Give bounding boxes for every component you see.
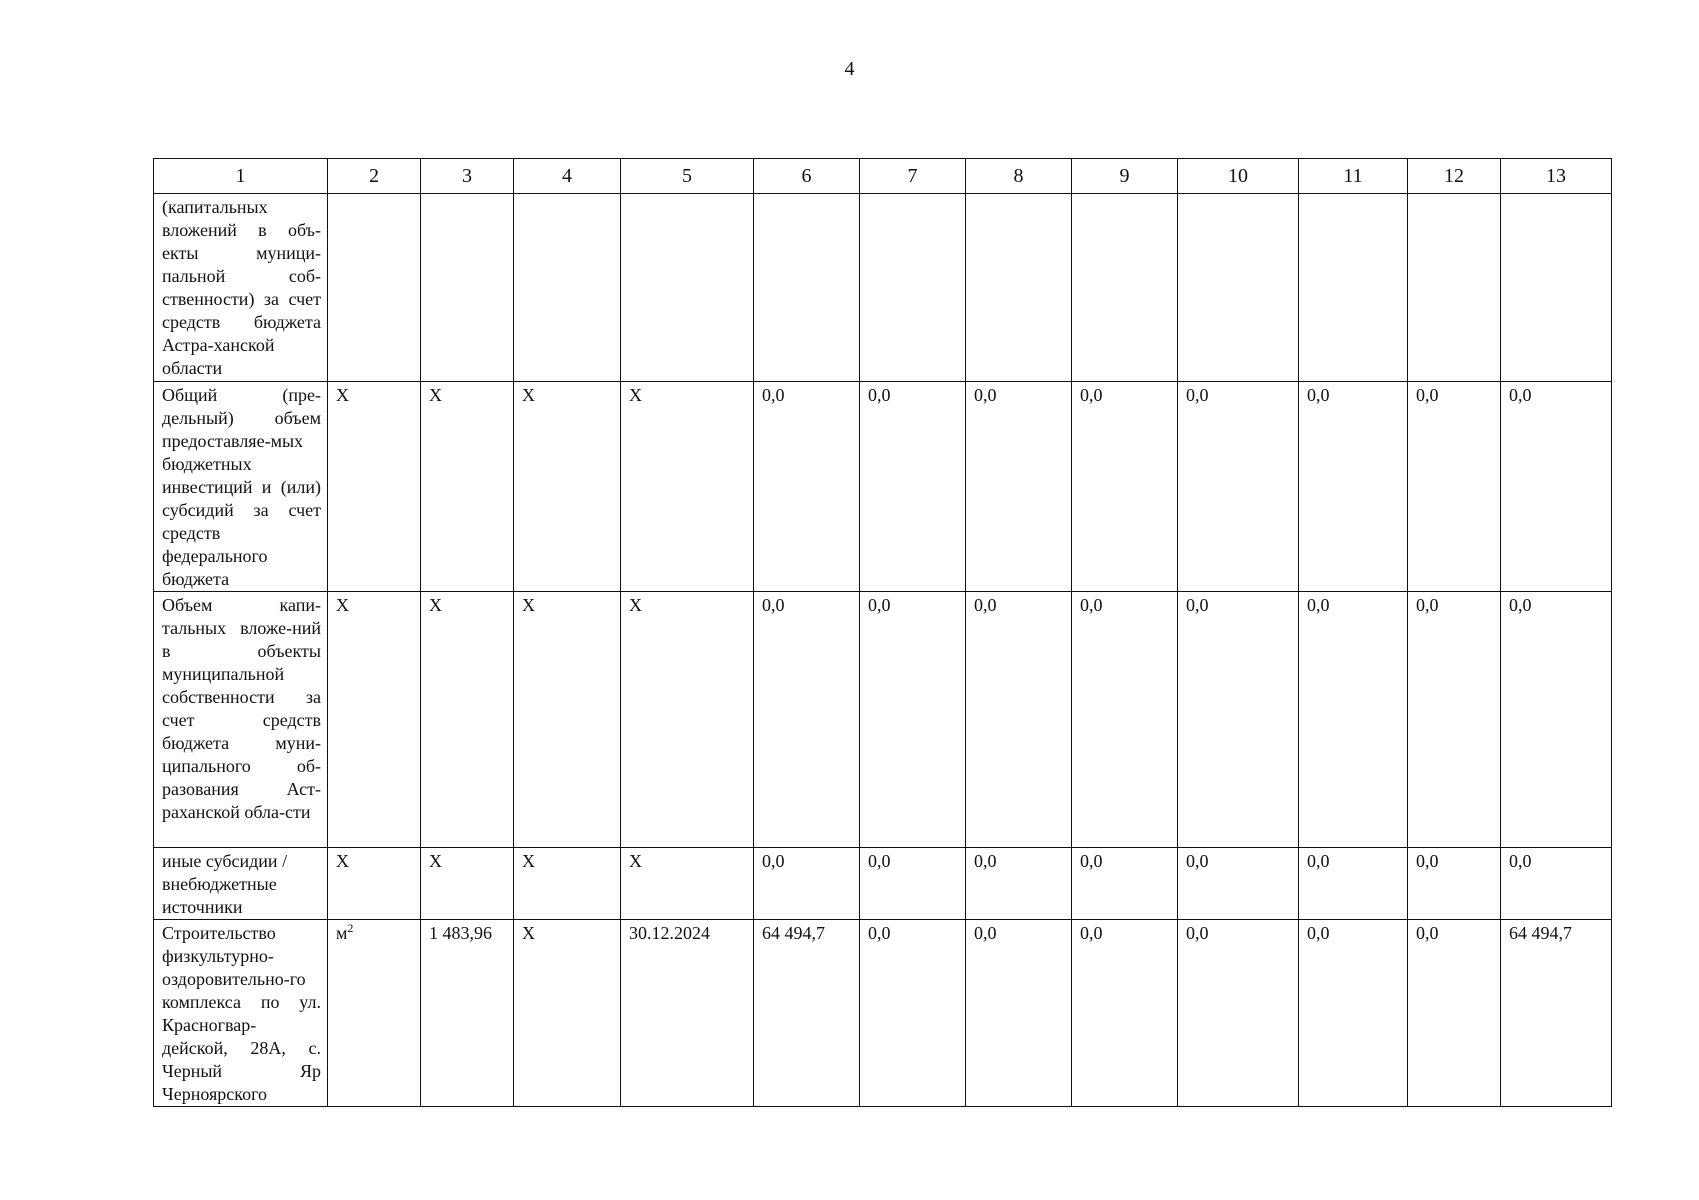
table-cell: 0,0 — [966, 848, 1072, 920]
table-cell: X — [328, 592, 421, 848]
header-cell: 7 — [860, 159, 966, 194]
header-cell: 12 — [1408, 159, 1501, 194]
table-cell: 0,0 — [754, 592, 860, 848]
table-cell: 30.12.2024 — [621, 920, 754, 1107]
table-cell: 0,0 — [966, 592, 1072, 848]
table-cell: X — [514, 592, 621, 848]
table-cell — [860, 194, 966, 382]
header-cell: 11 — [1299, 159, 1408, 194]
table-cell: X — [621, 592, 754, 848]
table-cell — [1299, 194, 1408, 382]
table-cell: X — [621, 382, 754, 592]
table-cell: 64 494,7 — [754, 920, 860, 1107]
unit-text: м — [336, 923, 348, 943]
table-cell: 0,0 — [966, 920, 1072, 1107]
unit-superscript: 2 — [347, 921, 354, 935]
header-cell: 8 — [966, 159, 1072, 194]
table-row — [154, 848, 1612, 920]
table-cell — [1501, 194, 1612, 382]
table-cell — [514, 194, 621, 382]
table-cell: X — [328, 382, 421, 592]
header-cell: 10 — [1178, 159, 1299, 194]
table-row — [154, 382, 1612, 592]
table-row — [154, 920, 1612, 1107]
table-cell: X — [514, 920, 621, 1107]
table-cell: 0,0 — [1408, 382, 1501, 592]
table-cell: 0,0 — [1178, 920, 1299, 1107]
table-cell — [421, 194, 514, 382]
table-cell: 0,0 — [860, 848, 966, 920]
table-cell: 0,0 — [754, 848, 860, 920]
table-cell: 0,0 — [1299, 592, 1408, 848]
table-cell: X — [621, 848, 754, 920]
investment-table — [153, 158, 1612, 1107]
table-cell: 0,0 — [754, 382, 860, 592]
table-cell — [966, 194, 1072, 382]
table-cell: 0,0 — [1501, 592, 1612, 848]
row-name-cell: Общий (пре-дельный) объем предоставляе-мых бюджетных инвестиций и (или) субсидий за счет средств федерального бюджета — [154, 382, 328, 592]
table-cell — [1178, 194, 1299, 382]
header-cell: 9 — [1072, 159, 1178, 194]
table-cell — [328, 194, 421, 382]
header-cell: 6 — [754, 159, 860, 194]
table-cell — [1072, 194, 1178, 382]
row-name-cell: (капитальных вложений в объ-екты муници-пальной соб-ственности) за счет средств бюджета Астра-ханской области — [154, 194, 328, 382]
table-cell: 64 494,7 — [1501, 920, 1612, 1107]
table-cell: 0,0 — [1501, 848, 1612, 920]
header-cell: 2 — [328, 159, 421, 194]
table-cell: X — [421, 382, 514, 592]
header-cell: 13 — [1501, 159, 1612, 194]
table-cell: 0,0 — [1178, 592, 1299, 848]
table-cell: 0,0 — [860, 920, 966, 1107]
table-cell: X — [328, 848, 421, 920]
table-cell: 0,0 — [1408, 592, 1501, 848]
table-cell: 0,0 — [1299, 382, 1408, 592]
header-row — [154, 159, 1612, 194]
table-cell: 0,0 — [1299, 920, 1408, 1107]
row-name-cell: иные субсидии / внебюджетные источники — [154, 848, 328, 920]
table-cell — [621, 194, 754, 382]
unit-cell — [328, 920, 421, 1107]
table-cell: X — [514, 848, 621, 920]
table-cell: 0,0 — [1299, 848, 1408, 920]
table-cell: 0,0 — [1501, 382, 1612, 592]
table-cell: 1 483,96 — [421, 920, 514, 1107]
table-cell: 0,0 — [1178, 848, 1299, 920]
row-name-cell: Объем капи-тальных вложе-ний в объекты муниципальной собственности за счет средств бюджета муни-ципального об-разования Аст-раханской обла-сти — [154, 592, 328, 848]
table-cell: 0,0 — [1408, 848, 1501, 920]
header-cell: 4 — [514, 159, 621, 194]
page-number: 4 — [844, 58, 855, 80]
table-cell — [1408, 194, 1501, 382]
header-cell: 5 — [621, 159, 754, 194]
table-cell: 0,0 — [860, 592, 966, 848]
table-cell: 0,0 — [1072, 382, 1178, 592]
table-row — [154, 592, 1612, 848]
header-cell: 1 — [154, 159, 328, 194]
table-cell: 0,0 — [1072, 920, 1178, 1107]
table-row — [154, 194, 1612, 382]
table-cell: 0,0 — [1072, 848, 1178, 920]
table-cell — [754, 194, 860, 382]
header-cell: 3 — [421, 159, 514, 194]
table-cell: 0,0 — [1408, 920, 1501, 1107]
table-cell: 0,0 — [1072, 592, 1178, 848]
table-cell: X — [514, 382, 621, 592]
table-cell: 0,0 — [966, 382, 1072, 592]
row-name-cell: Строительство физкультурно-оздоровительно-го комплекса по ул. Красногвар-дейской, 28А, с. Черный Яр Черноярского — [154, 920, 328, 1107]
table-cell: 0,0 — [1178, 382, 1299, 592]
table-cell: 0,0 — [860, 382, 966, 592]
table-cell: X — [421, 848, 514, 920]
table-cell: X — [421, 592, 514, 848]
